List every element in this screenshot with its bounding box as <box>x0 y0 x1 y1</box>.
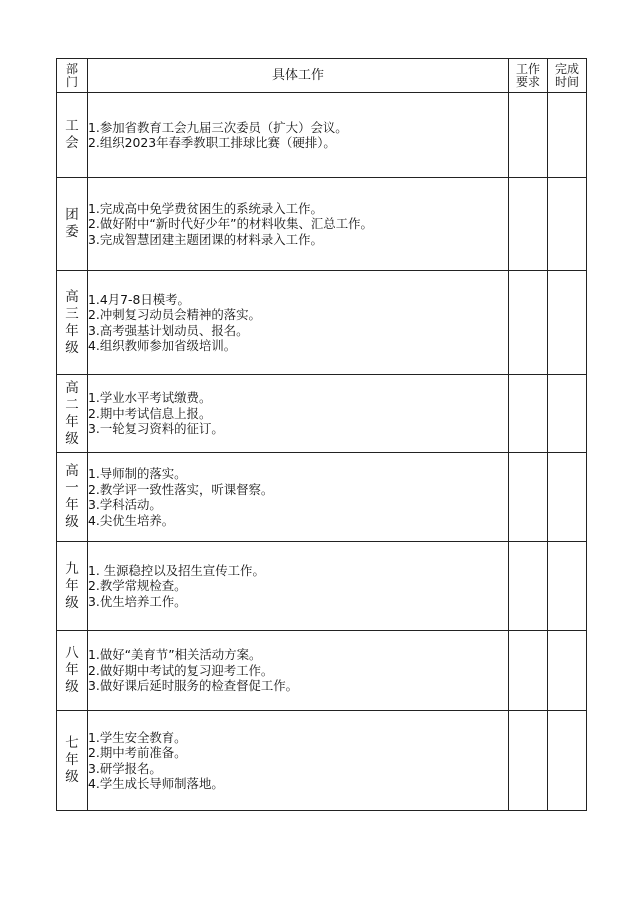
work-item: 2.组织2023年春季教职工排球比赛（硬排）。 <box>88 135 336 150</box>
done-time-cell <box>548 93 587 178</box>
requirement-cell <box>509 375 548 453</box>
table-row <box>57 631 587 711</box>
dept-char: 高 <box>65 379 79 396</box>
work-item: 1. 生源稳控以及招生宣传工作。 <box>88 562 265 578</box>
done-time-cell <box>548 542 587 631</box>
dept-cell <box>57 711 88 811</box>
work-item: 3.学科活动。 <box>88 497 162 512</box>
dept-char: 级 <box>65 769 79 785</box>
work-item: 3.做好课后延时服务的检查督促工作。 <box>88 678 299 694</box>
dept-char: 团 <box>65 207 79 223</box>
table-row <box>57 178 587 271</box>
work-item: 2.做好附中“新时代好少年”的材料收集、汇总工作。 <box>88 216 373 232</box>
done-time-cell <box>548 711 587 811</box>
dept-cell <box>57 93 88 178</box>
requirement-cell <box>509 711 548 811</box>
work-item: 3.完成智慧团建主题团课的材料录入工作。 <box>88 231 323 247</box>
dept-char: 级 <box>65 430 79 447</box>
table-row <box>57 542 587 631</box>
header-done-time <box>548 59 587 93</box>
dept-char: 年 <box>65 752 79 768</box>
work-item: 1.学业水平考试缴费。 <box>88 390 212 406</box>
work-cell <box>88 453 509 542</box>
work-item: 4.组织教师参加省级培训。 <box>88 338 237 353</box>
dept-char: 年 <box>65 413 79 430</box>
requirement-cell <box>509 271 548 375</box>
work-cell <box>88 178 509 271</box>
table-row <box>57 271 587 375</box>
dept-char: 级 <box>65 339 79 356</box>
work-item: 4.学生成长导师制落地。 <box>88 776 224 791</box>
dept-char: 工 <box>65 118 79 134</box>
table-row <box>57 375 587 453</box>
requirement-cell <box>509 542 548 631</box>
work-item: 3.研学报名。 <box>88 760 162 776</box>
header-requirement <box>509 59 548 93</box>
dept-char: 级 <box>65 514 79 530</box>
done-time-cell <box>548 178 587 271</box>
work-cell <box>88 711 509 811</box>
dept-cell <box>57 453 88 542</box>
table-header-row <box>57 59 587 93</box>
work-item: 3.一轮复习资料的征订。 <box>88 421 224 437</box>
work-cell <box>88 271 509 375</box>
dept-char: 年 <box>65 577 79 594</box>
work-item: 1.做好“美育节”相关活动方案。 <box>88 647 262 663</box>
requirement-cell <box>509 178 548 271</box>
work-item: 2.冲刺复习动员会精神的落实。 <box>88 307 261 322</box>
work-item: 1.4月7-8日模考。 <box>88 291 190 307</box>
header-dept-label: 部门 <box>65 61 78 89</box>
header-dept <box>57 59 88 93</box>
header-requirement-label: 工作要求 <box>515 61 540 89</box>
done-time-cell <box>548 453 587 542</box>
table-row <box>57 453 587 542</box>
table-row <box>57 93 587 178</box>
requirement-cell <box>509 631 548 711</box>
work-item: 1.导师制的落实。 <box>88 466 187 481</box>
dept-char: 级 <box>65 679 79 695</box>
dept-char: 年 <box>65 322 79 339</box>
dept-char: 年 <box>65 662 79 678</box>
dept-char: 八 <box>65 645 79 661</box>
work-item: 3.优生培养工作。 <box>88 593 187 609</box>
done-time-cell <box>548 271 587 375</box>
work-item: 2.期中考试信息上报。 <box>88 405 212 421</box>
dept-cell <box>57 631 88 711</box>
header-work: 具体工作 <box>88 59 509 93</box>
table-row <box>57 711 587 811</box>
work-plan-table <box>56 58 587 811</box>
dept-char: 年 <box>65 497 79 513</box>
work-cell <box>88 93 509 178</box>
dept-cell <box>57 178 88 271</box>
dept-char: 三 <box>65 305 79 322</box>
dept-char: 委 <box>65 224 79 240</box>
dept-cell <box>57 542 88 631</box>
dept-char: 九 <box>65 560 79 577</box>
dept-char: 高 <box>65 463 79 479</box>
work-item: 3.高考强基计划动员、报名。 <box>88 322 249 338</box>
work-cell <box>88 542 509 631</box>
work-item: 2.做好期中考试的复习迎考工作。 <box>88 662 274 678</box>
work-item: 4.尖优生培养。 <box>88 512 175 528</box>
dept-cell <box>57 375 88 453</box>
work-cell <box>88 375 509 453</box>
work-item: 1.参加省教育工会九届三次委员（扩大）会议。 <box>88 119 348 135</box>
work-item: 1.完成高中免学费贫困生的系统录入工作。 <box>88 200 323 216</box>
work-cell <box>88 631 509 711</box>
dept-char: 二 <box>65 396 79 413</box>
header-done-time-label: 完成时间 <box>554 61 579 89</box>
dept-char: 高 <box>65 288 79 305</box>
dept-char: 一 <box>65 480 79 496</box>
dept-char: 七 <box>65 735 79 751</box>
requirement-cell <box>509 453 548 542</box>
done-time-cell <box>548 631 587 711</box>
dept-char: 会 <box>65 135 79 151</box>
work-item: 2.教学常规检查。 <box>88 578 187 594</box>
work-item: 2.教学评一致性落实，听课督察。 <box>88 481 274 497</box>
done-time-cell <box>548 375 587 453</box>
requirement-cell <box>509 93 548 178</box>
dept-cell <box>57 271 88 375</box>
work-item: 2.期中考前准备。 <box>88 745 187 760</box>
work-item: 1.学生安全教育。 <box>88 729 187 745</box>
dept-char: 级 <box>65 594 79 611</box>
